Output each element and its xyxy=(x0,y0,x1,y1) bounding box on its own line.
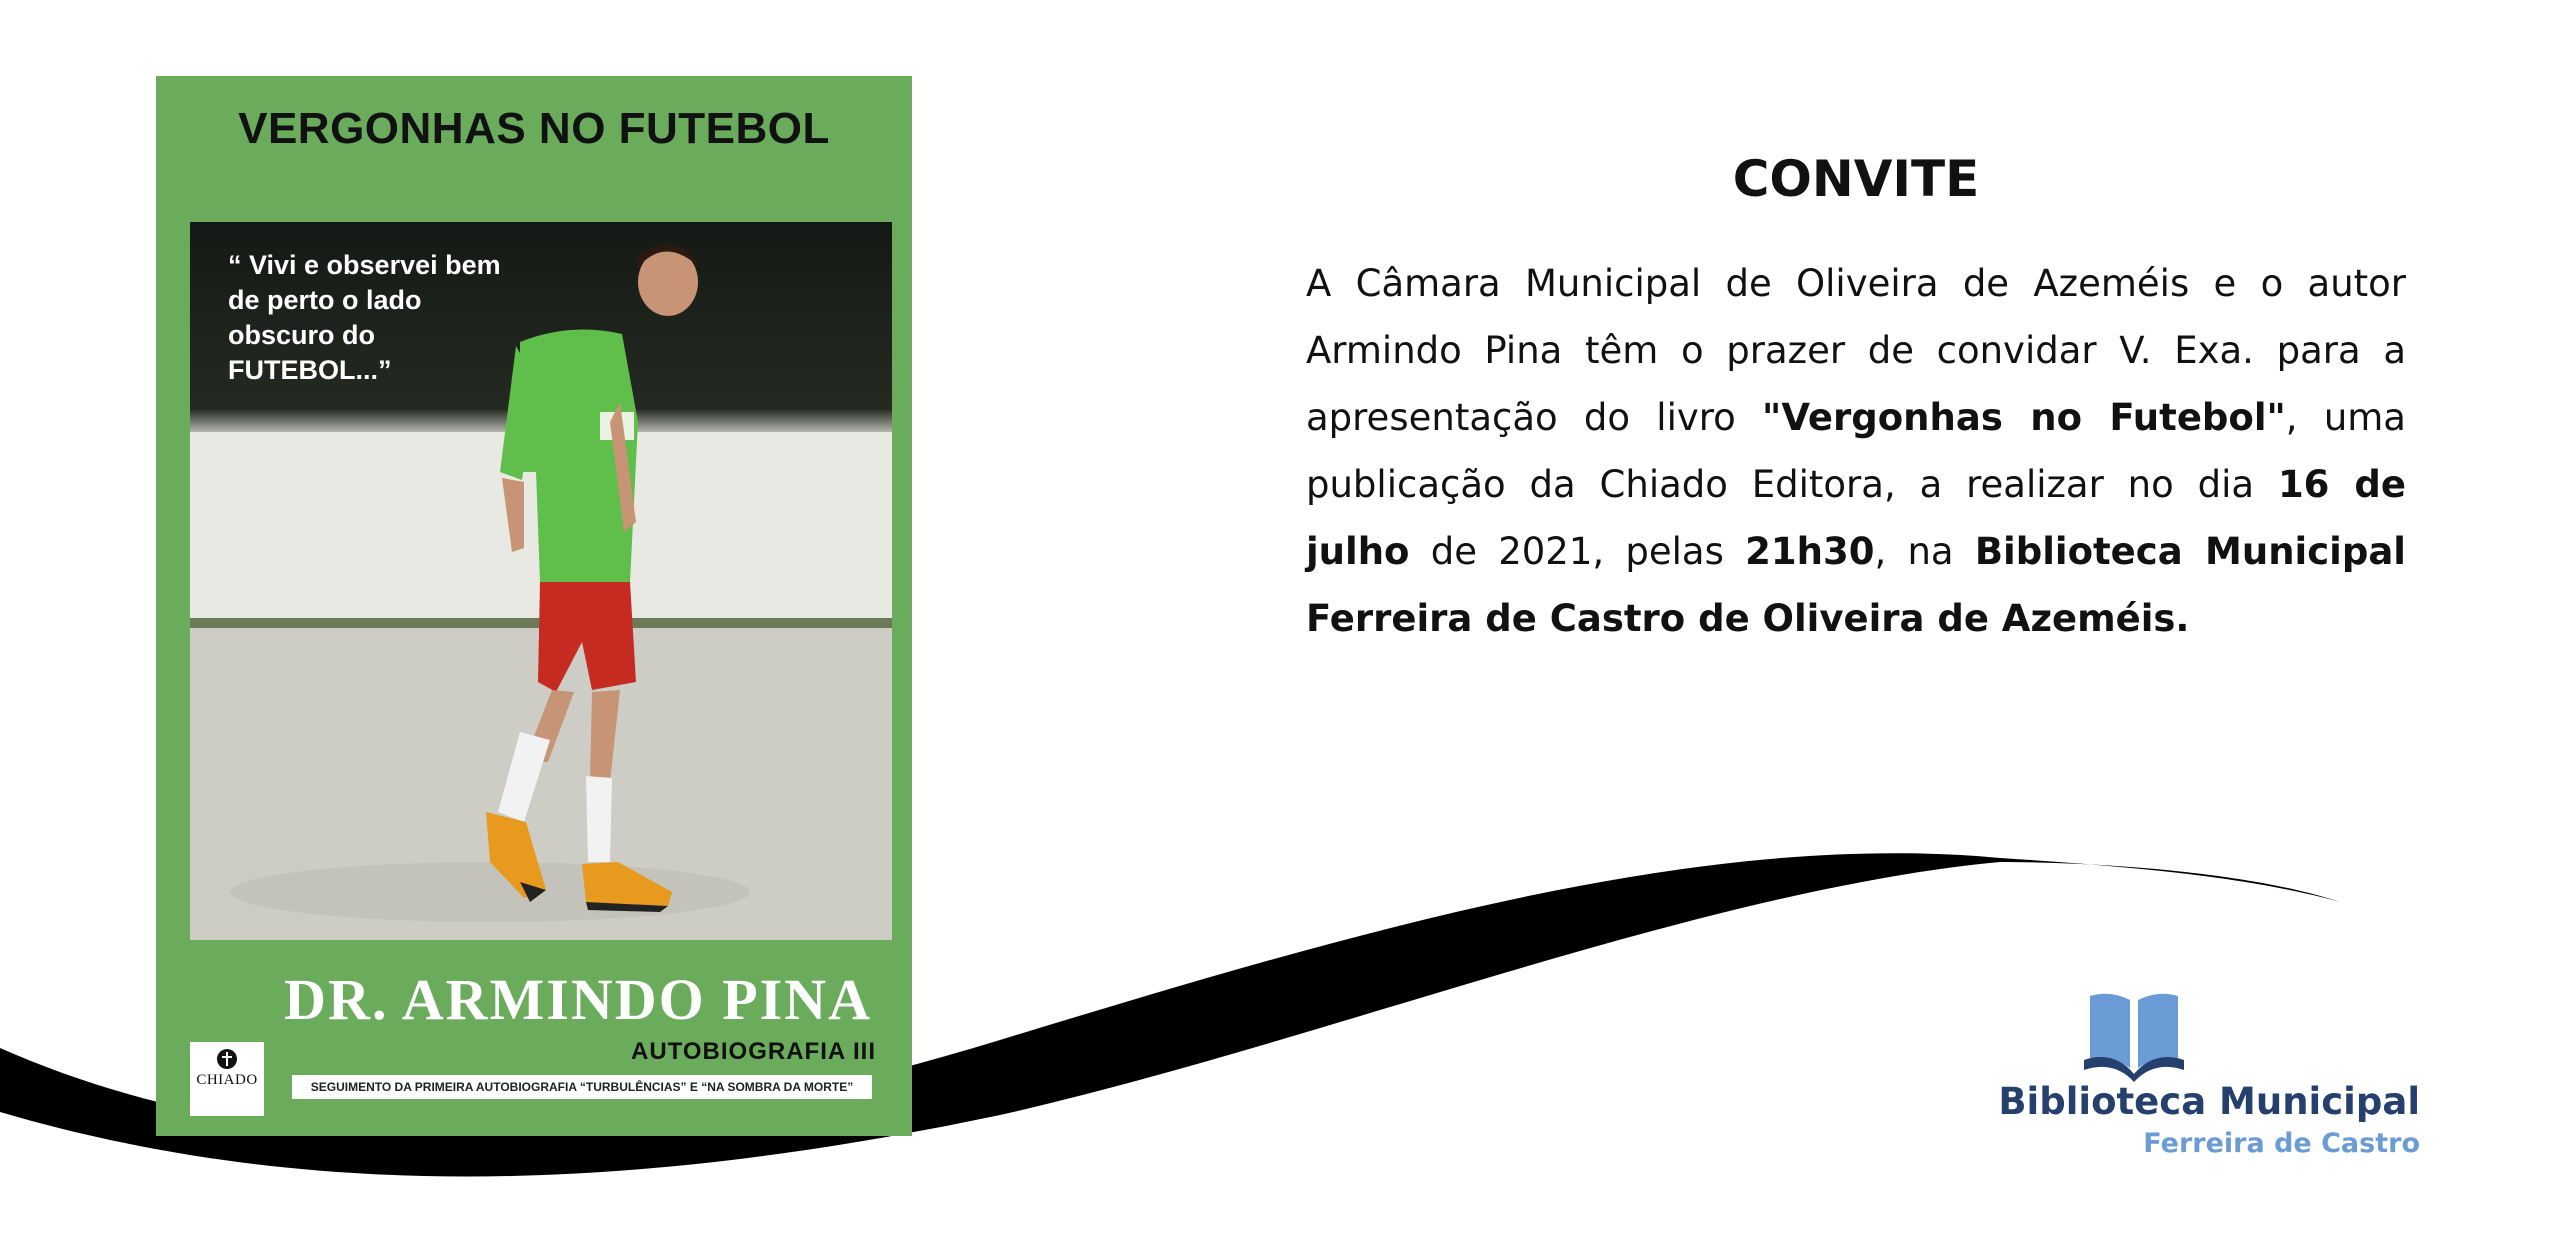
invite-text-part2: , uma publicação da Chiado Editora, a realizar no dia xyxy=(1306,396,2406,506)
invite-venue: Biblioteca Municipal Ferreira de Castro de Oliveira de Azeméis. xyxy=(1306,530,2406,640)
book-cover xyxy=(156,76,912,1136)
book-title: VERGONHAS NO FUTEBOL xyxy=(238,104,830,153)
cover-photo xyxy=(190,222,892,940)
library-name: Biblioteca Municipal xyxy=(1998,1080,2420,1123)
series-strip: SEGUIMENTO DA PRIMEIRA AUTOBIOGRAFIA “TURBULÊNCIAS” E “NA SOMBRA DA MORTE” xyxy=(292,1075,872,1099)
publisher-name: CHIADO xyxy=(196,1072,258,1088)
invite-text xyxy=(1306,250,2406,652)
invite-date: 16 de julho xyxy=(1306,463,2406,573)
invite-time: 21h30 xyxy=(1745,530,1875,573)
library-subname: Ferreira de Castro xyxy=(2143,1128,2420,1159)
cover-quote: “ Vivi e observei bem de perto o lado obscuro do FUTEBOL...” xyxy=(228,250,501,385)
invite-text-part1: A Câmara Municipal de Oliveira de Azeméis e o autor Armindo Pina têm o prazer de convidar V. Exa. para a apresentação do livro xyxy=(1306,262,2406,439)
invite-text-part3: de 2021, pelas xyxy=(1409,530,1746,573)
publisher-logo xyxy=(190,1042,264,1116)
library-logo xyxy=(1998,990,2420,1170)
open-book-icon xyxy=(2084,990,2184,1082)
chiado-emblem-icon xyxy=(216,1048,238,1070)
invite-heading: CONVITE xyxy=(1732,150,1980,208)
invite-text-part4: , na xyxy=(1874,530,1975,573)
book-author: DR. ARMINDO PINA xyxy=(284,967,872,1032)
invite-book-title: "Vergonhas no Futebol" xyxy=(1762,396,2286,439)
book-subtitle: AUTOBIOGRAFIA III xyxy=(631,1038,876,1065)
